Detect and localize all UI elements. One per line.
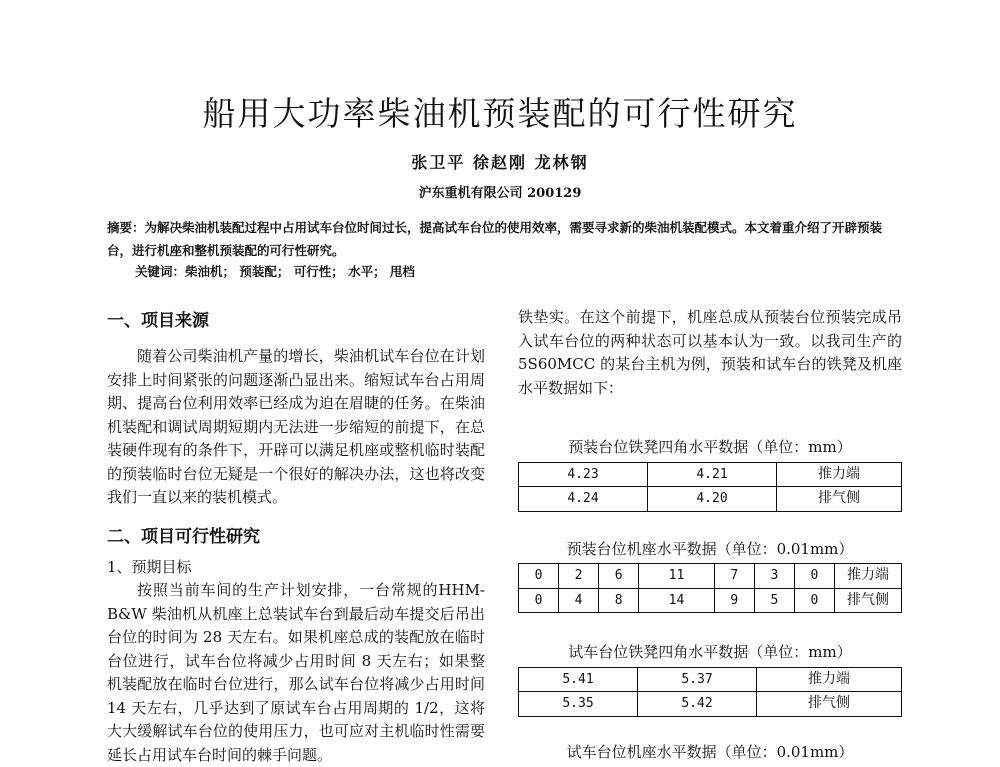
table-cell: 5: [754, 588, 794, 613]
table-cell: 排气侧: [757, 692, 902, 717]
table-cell: 4: [559, 588, 599, 613]
table-4-caption: 试车台位机座水平数据（单位：0.01mm）: [566, 742, 854, 761]
abstract: [107, 216, 907, 262]
table-1-caption: 预装台位铁凳四角水平数据（单位：mm）: [568, 438, 852, 456]
table-row: [519, 667, 902, 692]
abstract-text: 为解决柴油机装配过程中占用试车台位时间过长，提高试车台位的使用效率，需要寻求新的柴油机装配模式。本文着重介绍了开辟预装台，进行机座和整机预装配的可行性研究。: [107, 220, 883, 258]
section-2-paragraph: 按照当前车间的生产计划安排，一台常规的HHM-B&W 柴油机从机座上总装试车台到最后动车提交后吊出台位的时间为 28 天左右。如果机座总成的装配放在临时台位进行，试车台位将减少占用时间 8 天左右；如果整机装配放在临时台位进行，那么试车台位将减少占用时间 14 天左右，几乎达到了原试车台占用周期的 1/2，这将大大缓解试车台位的使用压力，也可应对主机临时性需要延长占用试车台时间的棘手问题。: [107, 581, 485, 764]
table-1: [518, 462, 902, 512]
paper-affiliation: 沪东重机有限公司 200129: [418, 186, 582, 201]
table-row: [519, 487, 902, 512]
table-cell: 8: [599, 588, 639, 613]
abstract-label: 摘要：: [107, 220, 145, 235]
table-cell: 0: [519, 588, 559, 613]
table-2-caption: 预装台位机座水平数据（单位：0.01mm）: [566, 539, 854, 558]
right-column: [518, 306, 902, 764]
table-cell: 推力端: [757, 667, 902, 692]
section-2-heading: 二、项目可行性研究: [107, 526, 260, 547]
table-cell: 排气侧: [777, 487, 902, 512]
table-cell: 0: [519, 564, 559, 589]
table-3-caption: 试车台位铁凳四角水平数据（单位：mm）: [568, 643, 852, 661]
table-cell: 7: [714, 564, 754, 589]
section-1-heading: 一、项目来源: [107, 311, 209, 331]
table-3: [518, 667, 902, 717]
table-cell: 推力端: [835, 564, 902, 589]
table-cell: 0: [794, 564, 834, 589]
table-cell: 4.24: [519, 487, 648, 512]
keywords-label: 关键词：: [135, 264, 186, 279]
subsection-1-heading: 1、预期目标: [107, 557, 192, 576]
paper-authors: 张卫平 徐赵刚 龙林钢: [411, 153, 589, 172]
section-1-paragraph: 随着公司柴油机产量的增长，柴油机试车台位在计划安排上时间紧张的问题逐渐凸显出来。缩短试车台占用周期、提高台位利用效率已经成为迫在眉睫的任务。在柴油机装配和调试周期短期内无法进一步缩短的前提下，在总装硬件现有的条件下，开辟可以满足机座或整机临时装配的预装临时台位无疑是一个很好的解决办法，这也将改变我们一直以来的装机模式。: [107, 347, 485, 506]
table-cell: 9: [714, 588, 754, 613]
table-cell: 5.42: [638, 692, 757, 717]
table-cell: 6: [599, 564, 639, 589]
right-paragraph: 铁垫实。在这个前提下，机座总成从预装台位预装完成吊入试车台位的两种状态可以基本认为一致。以我司生产的 5S60MCC 的某台主机为例，预装和试车台的铁凳及机座水平数据如下：: [518, 308, 902, 397]
table-cell: 排气侧: [835, 588, 902, 613]
table-cell: 5.35: [519, 692, 638, 717]
keywords-text: 柴油机； 预装配； 可行性； 水平； 甩档: [185, 264, 415, 279]
keywords: [135, 262, 415, 280]
table-cell: 4.20: [648, 487, 777, 512]
table-2: [518, 563, 902, 613]
table-cell: 11: [639, 564, 715, 589]
table-row: [519, 564, 902, 589]
table-row: [519, 462, 902, 487]
table-cell: 2: [559, 564, 599, 589]
table-cell: 4.21: [648, 462, 777, 487]
table-cell: 3: [754, 564, 794, 589]
table-cell: 4.23: [519, 462, 648, 487]
paper-title: 船用大功率柴油机预装配的可行性研究: [202, 94, 798, 133]
table-cell: 推力端: [777, 462, 902, 487]
table-row: [519, 692, 902, 717]
table-row: [519, 588, 902, 613]
left-column: [107, 306, 485, 767]
table-cell: 14: [639, 588, 715, 613]
table-cell: 0: [794, 588, 834, 613]
table-cell: 5.37: [638, 667, 757, 692]
table-cell: 5.41: [519, 667, 638, 692]
